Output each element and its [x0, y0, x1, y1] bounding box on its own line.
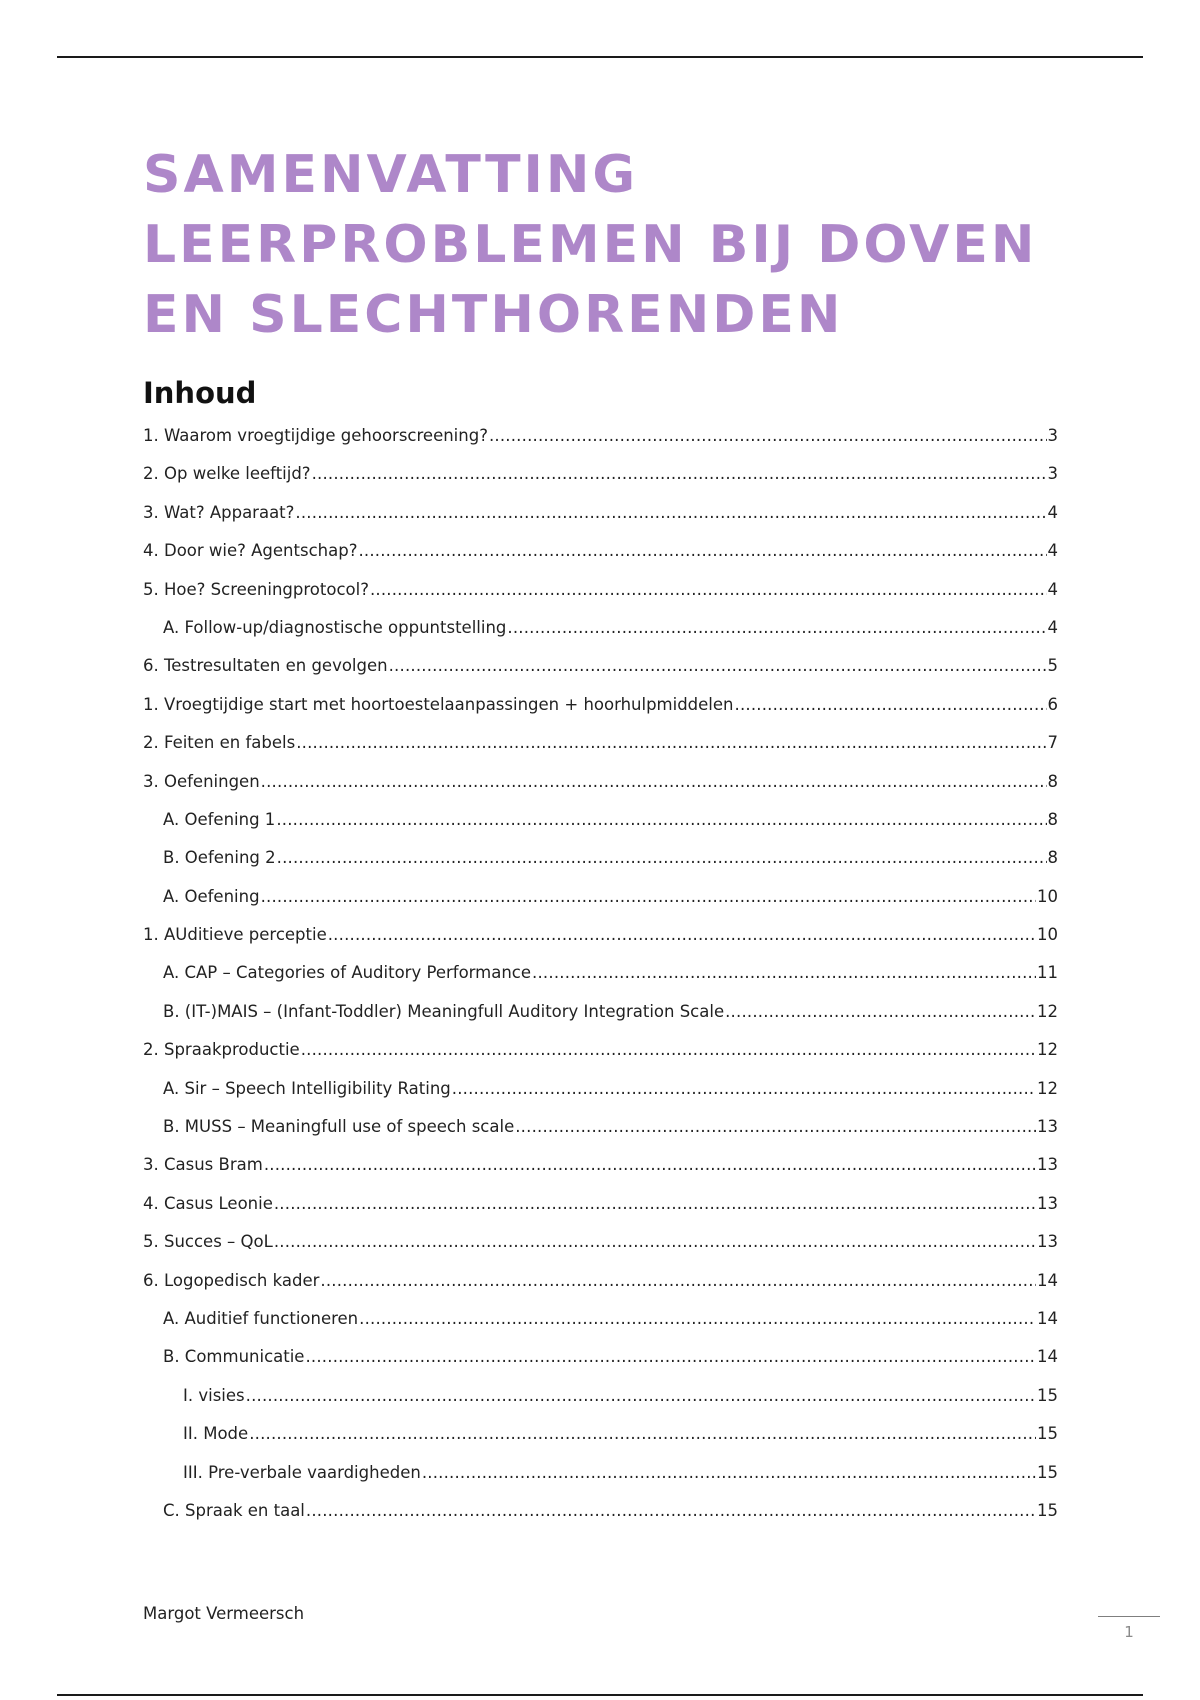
toc-entry-text: A. Auditief functioneren: [163, 1308, 359, 1328]
toc-entry-text: B. (IT-)MAIS – (Infant-Toddler) Meaningfull Auditory Integration Scale: [163, 1001, 725, 1021]
toc-entry-text: B. Communicatie: [163, 1347, 305, 1367]
footer-author: Margot Vermeersch: [143, 1604, 305, 1623]
toc-dot-leader: [359, 1309, 1036, 1328]
toc-entry-text: 1. Waarom vroegtijdige gehoorscreening?: [143, 426, 488, 445]
toc-entry-page: 14: [1037, 1347, 1058, 1367]
toc-dot-leader: [358, 541, 1046, 560]
toc-entry-text: C. Spraak en taal: [163, 1500, 305, 1520]
toc-entry-text: 3. Casus Bram: [143, 1155, 263, 1175]
toc-entry-text: I. visies: [183, 1385, 245, 1405]
toc-dot-leader: [295, 503, 1046, 522]
toc-entry-page: 10: [1037, 925, 1058, 945]
toc-entry[interactable]: [143, 772, 1058, 810]
toc-entry-page: 6: [1047, 694, 1058, 714]
toc-entry-text: 5. Succes – QoL: [143, 1232, 273, 1252]
toc-entry-page: 13: [1037, 1232, 1058, 1252]
toc-entry-page: 14: [1037, 1308, 1058, 1328]
toc-dot-leader: [276, 810, 1046, 829]
toc-dot-leader: [725, 1002, 1036, 1021]
toc-dot-leader: [261, 887, 1036, 906]
toc-dot-leader: [261, 772, 1047, 791]
toc-entry-page: 15: [1037, 1424, 1058, 1444]
toc-entry-text: 6. Logopedisch kader: [143, 1270, 320, 1290]
toc-entry-text: A. Oefening 1: [163, 809, 276, 829]
header-rule: [57, 56, 1143, 58]
toc-entry[interactable]: [143, 963, 1058, 1001]
page-number: 1: [1124, 1623, 1134, 1641]
toc-entry-page: 13: [1037, 1193, 1058, 1213]
toc-entry[interactable]: [143, 503, 1058, 541]
toc-entry-text: A. Follow-up/diagnostische oppuntstelling: [163, 617, 507, 637]
toc-entry-page: 13: [1037, 1155, 1058, 1175]
toc-entry-text: 4. Casus Leonie: [143, 1193, 273, 1213]
toc-entry[interactable]: [143, 541, 1058, 579]
toc-entry-page: 4: [1047, 541, 1058, 561]
toc-entry-text: 2. Spraakproductie: [143, 1040, 300, 1060]
toc-entry[interactable]: [143, 426, 1058, 464]
toc-entry-page: 7: [1047, 733, 1058, 753]
toc-dot-leader: [328, 925, 1036, 944]
toc-entry-text: 2. Op welke leeftijd?: [143, 464, 311, 484]
toc-entry-page: 4: [1047, 579, 1058, 599]
toc-entry-text: 2. Feiten en fabels: [143, 733, 296, 753]
toc-dot-leader: [320, 1271, 1036, 1290]
toc-entry-text: 3. Oefeningen: [143, 771, 260, 791]
toc-entry[interactable]: [143, 464, 1058, 502]
toc-entry[interactable]: [143, 1117, 1058, 1155]
toc-entry-page: 13: [1037, 1117, 1058, 1137]
toc-entry[interactable]: [143, 733, 1058, 771]
toc-entry-text: B. MUSS – Meaningfull use of speech scale: [163, 1117, 515, 1137]
toc-entry[interactable]: [143, 1501, 1058, 1539]
toc-entry-page: 15: [1037, 1462, 1058, 1482]
toc-dot-leader: [296, 733, 1046, 752]
toc-dot-leader: [246, 1386, 1036, 1405]
toc-entry[interactable]: [143, 810, 1058, 848]
toc-dot-leader: [249, 1424, 1036, 1443]
toc-entry-page: 8: [1047, 809, 1058, 829]
toc-entry[interactable]: [143, 1040, 1058, 1078]
toc-dot-leader: [264, 1155, 1036, 1174]
toc-entry-page: 11: [1037, 963, 1058, 983]
toc-entry-page: 15: [1037, 1385, 1058, 1405]
toc-entry-page: 8: [1047, 771, 1058, 791]
toc-dot-leader: [389, 656, 1047, 675]
toc-dot-leader: [306, 1501, 1036, 1520]
toc-entry[interactable]: [143, 848, 1058, 886]
toc-dot-leader: [452, 1079, 1036, 1098]
toc-dot-leader: [274, 1232, 1036, 1251]
toc-dot-leader: [507, 618, 1046, 637]
toc-entry-page: 12: [1037, 1040, 1058, 1060]
toc-entry[interactable]: [143, 1079, 1058, 1117]
toc-entry-text: A. CAP – Categories of Auditory Performance: [163, 963, 532, 983]
toc-entry-text: 4. Door wie? Agentschap?: [143, 541, 358, 561]
page-number-rule: [1098, 1616, 1160, 1617]
toc-entry-text: B. Oefening 2: [163, 848, 276, 868]
toc-entry[interactable]: [143, 1347, 1058, 1385]
toc-entry[interactable]: [143, 618, 1058, 656]
toc-entry-text: III. Pre-verbale vaardigheden: [183, 1462, 421, 1482]
toc-entry[interactable]: [143, 1002, 1058, 1040]
toc-entry-text: II. Mode: [183, 1424, 249, 1444]
toc-entry[interactable]: [143, 695, 1058, 733]
toc-entry-text: A. Oefening: [163, 886, 260, 906]
toc-heading: Inhoud: [143, 376, 257, 410]
toc-dot-leader: [515, 1117, 1036, 1136]
toc-entry-page: 5: [1047, 656, 1058, 676]
toc-entry-text: A. Sir – Speech Intelligibility Rating: [163, 1078, 451, 1098]
toc-dot-leader: [532, 963, 1036, 982]
toc-entry[interactable]: [143, 1309, 1058, 1347]
toc-entry[interactable]: [143, 1386, 1058, 1424]
toc-entry-text: 6. Testresultaten en gevolgen: [143, 656, 388, 676]
toc-dot-leader: [312, 464, 1047, 483]
toc-entry-page: 4: [1047, 617, 1058, 637]
toc-dot-leader: [422, 1463, 1036, 1482]
toc-dot-leader: [277, 848, 1047, 867]
toc-dot-leader: [274, 1194, 1036, 1213]
toc-entry[interactable]: [143, 887, 1058, 925]
toc-entry-page: 8: [1047, 848, 1058, 868]
toc-dot-leader: [305, 1347, 1036, 1366]
toc-entry[interactable]: [143, 580, 1058, 618]
toc-entry-page: 3: [1047, 426, 1058, 445]
toc-entry-text: 3. Wat? Apparaat?: [143, 502, 295, 522]
toc-dot-leader: [301, 1040, 1036, 1059]
toc-entry-page: 4: [1047, 502, 1058, 522]
footer-rule: [57, 1694, 1143, 1696]
toc-entry[interactable]: [143, 925, 1058, 963]
table-of-contents: [143, 426, 1058, 1539]
toc-entry-page: 12: [1037, 1001, 1058, 1021]
toc-dot-leader: [370, 580, 1047, 599]
toc-entry[interactable]: [143, 1155, 1058, 1193]
toc-entry-page: 15: [1037, 1500, 1058, 1520]
toc-entry[interactable]: [143, 1463, 1058, 1501]
toc-entry-text: 1. AUditieve perceptie: [143, 925, 327, 945]
toc-entry-text: 1. Vroegtijdige start met hoortoestelaanpassingen + hoorhulpmiddelen: [143, 694, 734, 714]
toc-entry[interactable]: [143, 1194, 1058, 1232]
toc-entry-text: 5. Hoe? Screeningprotocol?: [143, 579, 369, 599]
toc-entry[interactable]: [143, 1232, 1058, 1270]
document-title: SAMENVATTING LEERPROBLEMEN BIJ DOVEN EN SLECHTHORENDEN: [143, 145, 1038, 345]
toc-entry[interactable]: [143, 1424, 1058, 1462]
toc-dot-leader: [489, 426, 1047, 445]
toc-dot-leader: [735, 695, 1047, 714]
toc-entry-page: 10: [1037, 886, 1058, 906]
toc-entry[interactable]: [143, 656, 1058, 694]
toc-entry-page: 3: [1047, 464, 1058, 484]
toc-entry-page: 12: [1037, 1078, 1058, 1098]
toc-entry-page: 14: [1037, 1270, 1058, 1290]
toc-entry[interactable]: [143, 1271, 1058, 1309]
